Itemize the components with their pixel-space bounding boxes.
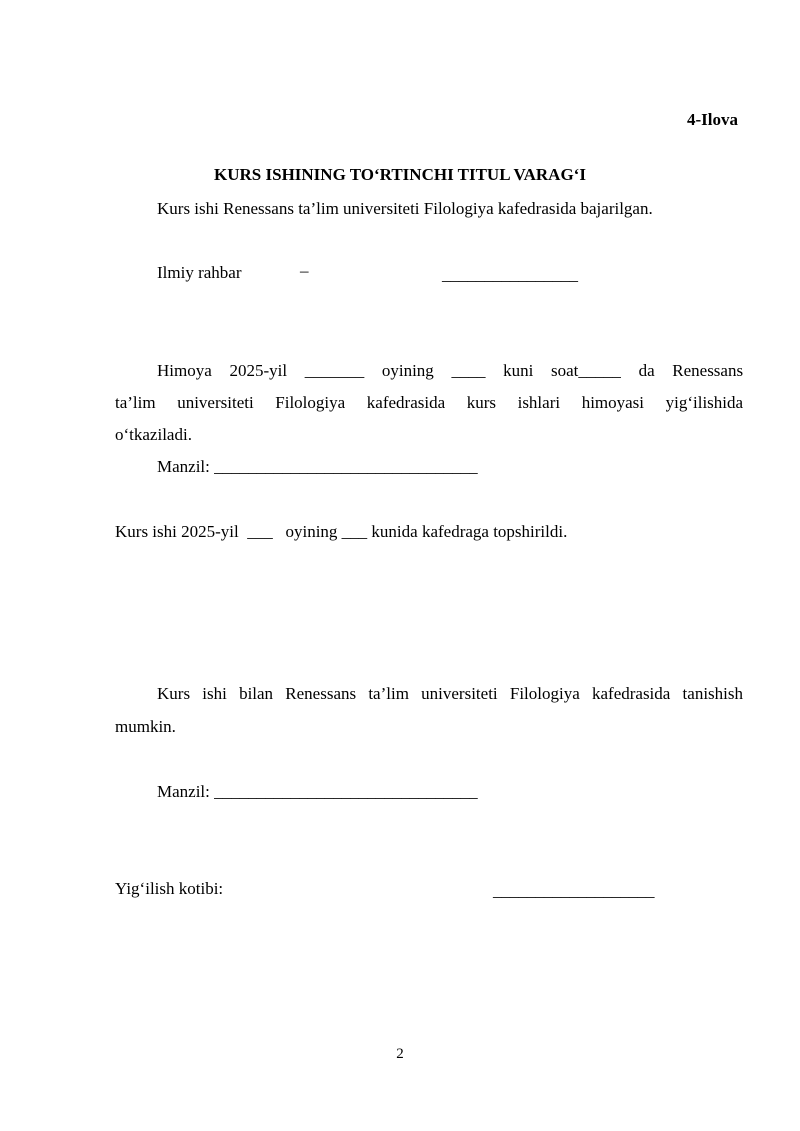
- supervisor-signature-blank: ________________: [442, 265, 578, 284]
- address-2: Manzil: _______________________________: [157, 782, 478, 801]
- secretary-signature-blank: ___________________: [493, 881, 655, 900]
- secretary-label: Yig‘ilish kotibi:: [115, 879, 224, 898]
- page-title: KURS ISHINING TO‘RTINCHI TITUL VARAG‘I: [214, 165, 586, 184]
- defense-line-2: ta’lim universiteti Filologiya kafedrasida kurs ishlari himoyasi yig‘ilishida: [115, 393, 744, 412]
- supervisor-label: Ilmiy rahbar: [157, 263, 242, 282]
- submission-line: Kurs ishi 2025-yil ___ oyining ___ kunida kafedraga topshirildi.: [115, 522, 568, 541]
- defense-line-3: o‘tkaziladi.: [115, 425, 192, 444]
- review-line-1: Kurs ishi bilan Renessans ta’lim universiteti Filologiya kafedrasida tanishish: [157, 684, 743, 703]
- page-number: 2: [396, 1046, 404, 1062]
- address-1: Manzil: _______________________________: [157, 457, 478, 476]
- intro-line: Kurs ishi Renessans ta’lim universiteti Filologiya kafedrasida bajarilgan.: [157, 199, 653, 218]
- supervisor-dash: –: [300, 261, 309, 280]
- review-line-2: mumkin.: [115, 717, 176, 736]
- defense-line-1: Himoya 2025-yil _______ oyining ____ kuni soat_____ da Renessans: [157, 361, 744, 380]
- appendix-label: 4-Ilova: [687, 110, 738, 129]
